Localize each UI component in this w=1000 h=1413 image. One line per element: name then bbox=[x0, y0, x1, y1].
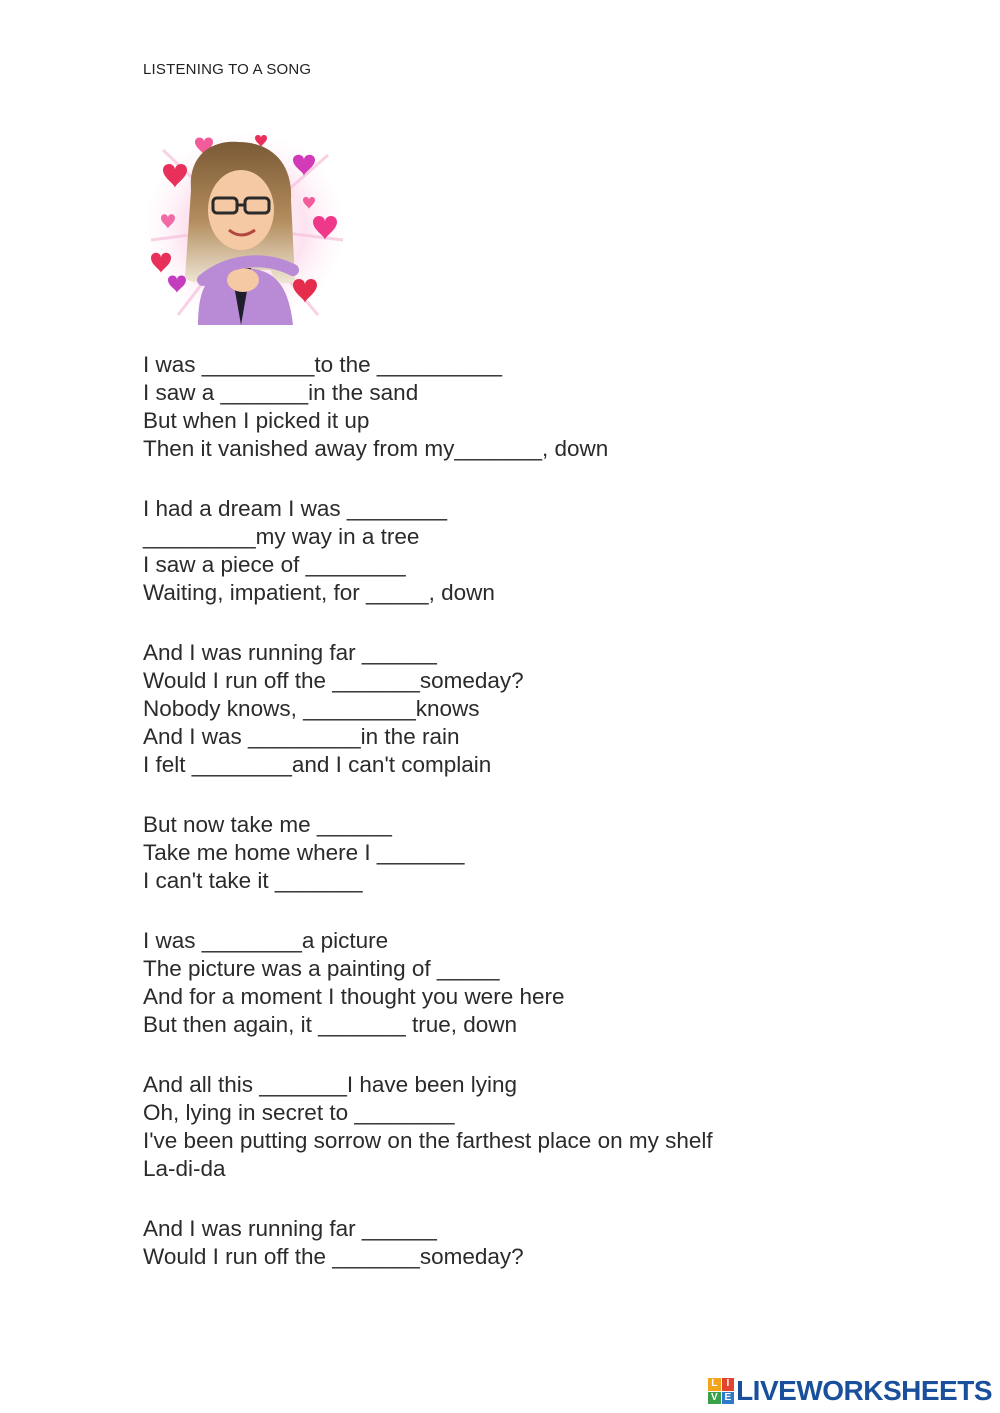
lyric-line: But then again, it _______ true, down bbox=[143, 1012, 518, 1037]
lyric-line: Would I run off the _______someday? bbox=[143, 668, 524, 693]
stanza bbox=[143, 811, 923, 895]
logo-tile: V bbox=[708, 1392, 721, 1405]
lyric-line: Nobody knows, _________knows bbox=[143, 696, 480, 721]
logo-icon bbox=[708, 1378, 734, 1404]
lyric-line: _________my way in a tree bbox=[143, 524, 420, 549]
logo-text: LIVEWORKSHEETS bbox=[736, 1375, 992, 1406]
lyric-line: I can't take it _______ bbox=[143, 868, 363, 893]
lyric-line: Then it vanished away from my_______, down bbox=[143, 436, 609, 461]
lyric-line: I was ________a picture bbox=[143, 928, 389, 953]
lyric-line: I saw a piece of ________ bbox=[143, 552, 406, 577]
stanza bbox=[143, 1215, 923, 1271]
lyric-line: La-di-da bbox=[143, 1156, 226, 1181]
logo-tile: L bbox=[708, 1378, 721, 1391]
worksheet-title: LISTENING TO A SONG bbox=[143, 61, 312, 78]
stanza bbox=[143, 1071, 923, 1183]
lyric-line: And all this _______I have been lying bbox=[143, 1072, 518, 1097]
lyric-line: The picture was a painting of _____ bbox=[143, 956, 500, 981]
lyric-line: And I was running far ______ bbox=[143, 1216, 437, 1241]
lyric-line: Waiting, impatient, for _____, down bbox=[143, 580, 495, 605]
liveworksheets-logo bbox=[708, 1375, 992, 1407]
lyric-line: I was _________to the __________ bbox=[143, 352, 503, 377]
stanza bbox=[143, 927, 923, 1039]
stanza bbox=[143, 351, 923, 463]
lyric-line: Take me home where I _______ bbox=[143, 840, 465, 865]
lyric-line: But when I picked it up bbox=[143, 408, 370, 433]
lyric-line: Oh, lying in secret to ________ bbox=[143, 1100, 455, 1125]
lyric-line: I've been putting sorrow on the farthest place on my shelf bbox=[143, 1128, 713, 1153]
lyrics-section bbox=[143, 351, 923, 1303]
logo-tile: I bbox=[722, 1378, 735, 1391]
lyric-line: I felt ________and I can't complain bbox=[143, 752, 492, 777]
logo-tile: E bbox=[722, 1392, 735, 1405]
lyric-line: I saw a _______in the sand bbox=[143, 380, 419, 405]
stanza bbox=[143, 495, 923, 607]
lyric-line: Would I run off the _______someday? bbox=[143, 1244, 524, 1269]
lyric-line: And I was running far ______ bbox=[143, 640, 437, 665]
avatar-image bbox=[143, 130, 348, 325]
lyric-line: And for a moment I thought you were here bbox=[143, 984, 565, 1009]
lyric-line: And I was _________in the rain bbox=[143, 724, 460, 749]
stanza bbox=[143, 639, 923, 779]
lyric-line: I had a dream I was ________ bbox=[143, 496, 447, 521]
lyric-line: But now take me ______ bbox=[143, 812, 392, 837]
